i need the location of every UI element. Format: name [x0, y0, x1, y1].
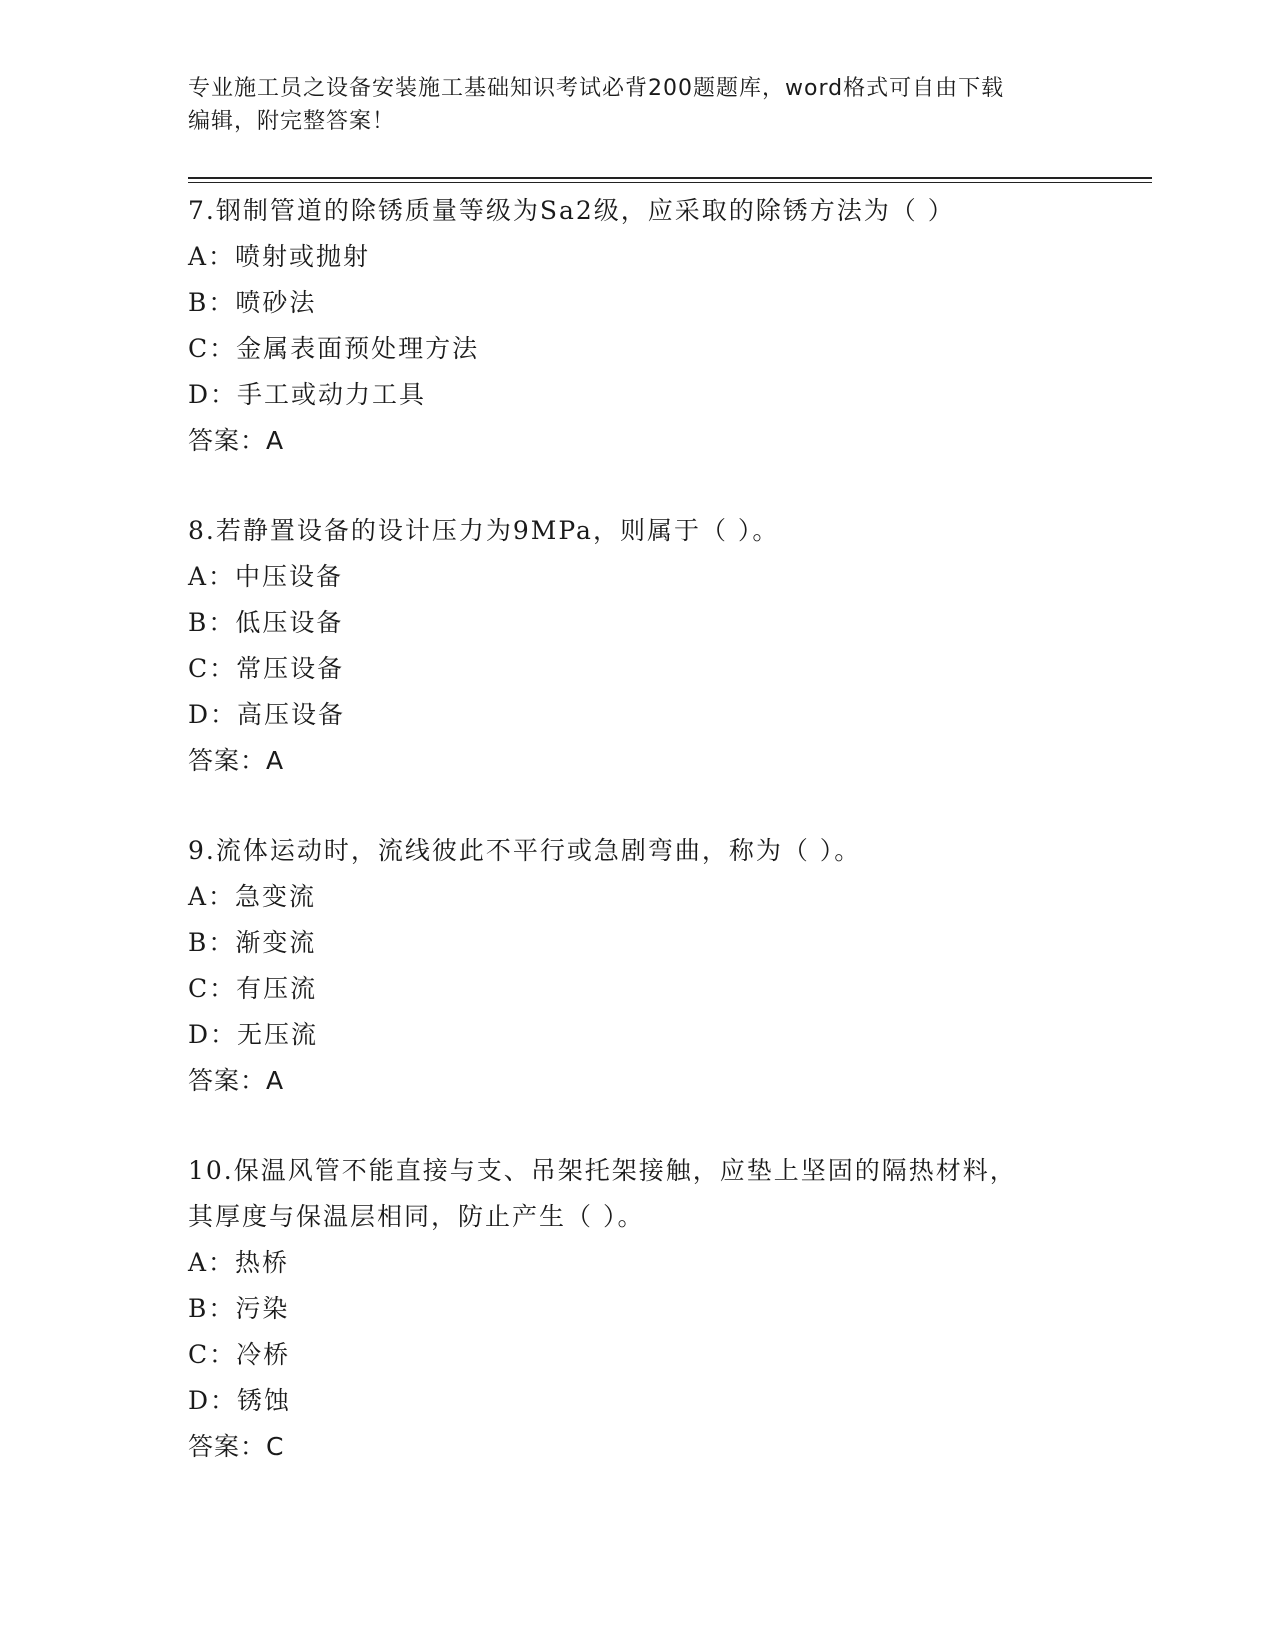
- option-c: C：常压设备: [188, 654, 345, 683]
- document-header: [188, 72, 1088, 138]
- header-line-2: 编辑，附完整答案！: [188, 109, 396, 134]
- answer: 答案：C: [188, 1432, 285, 1461]
- option-a: A：急变流: [188, 882, 317, 911]
- question-stem: 8.若静置设备的设计压力为9MPa，则属于（ ）。: [188, 516, 780, 545]
- option-a: A：喷射或抛射: [188, 242, 371, 271]
- option-c: C：冷桥: [188, 1340, 291, 1369]
- question-stem-line-2: 其厚度与保温层相同，防止产生（ ）。: [188, 1202, 645, 1231]
- answer: 答案：A: [188, 746, 285, 775]
- option-d: D：锈蚀: [188, 1386, 292, 1415]
- question-10: [188, 1148, 1088, 1470]
- question-stem-line-1: 10.保温风管不能直接与支、吊架托架接触，应垫上坚固的隔热材料，: [188, 1156, 1017, 1185]
- question-stem: 7.钢制管道的除锈质量等级为Sa2级，应采取的除锈方法为（ ）: [188, 196, 955, 225]
- option-d: D：高压设备: [188, 700, 346, 729]
- question-9: [188, 828, 1088, 1104]
- question-7: [188, 188, 1088, 464]
- question-8: [188, 508, 1088, 784]
- option-b: B：污染: [188, 1294, 290, 1323]
- option-b: B：喷砂法: [188, 288, 317, 317]
- option-d: D：无压流: [188, 1020, 319, 1049]
- answer: 答案：A: [188, 1066, 285, 1095]
- header-divider-thick: [188, 177, 1152, 179]
- answer: 答案：A: [188, 426, 285, 455]
- question-stem: 9.流体运动时，流线彼此不平行或急剧弯曲，称为（ ）。: [188, 836, 862, 865]
- header-line-1: 专业施工员之设备安装施工基础知识考试必背200题题库，word格式可自由下载: [188, 76, 1005, 101]
- option-a: A：中压设备: [188, 562, 344, 591]
- header-divider-thin: [188, 182, 1152, 183]
- option-b: B：渐变流: [188, 928, 317, 957]
- option-d: D：手工或动力工具: [188, 380, 427, 409]
- option-b: B：低压设备: [188, 608, 344, 637]
- option-c: C：有压流: [188, 974, 318, 1003]
- option-c: C：金属表面预处理方法: [188, 334, 480, 363]
- option-a: A：热桥: [188, 1248, 290, 1277]
